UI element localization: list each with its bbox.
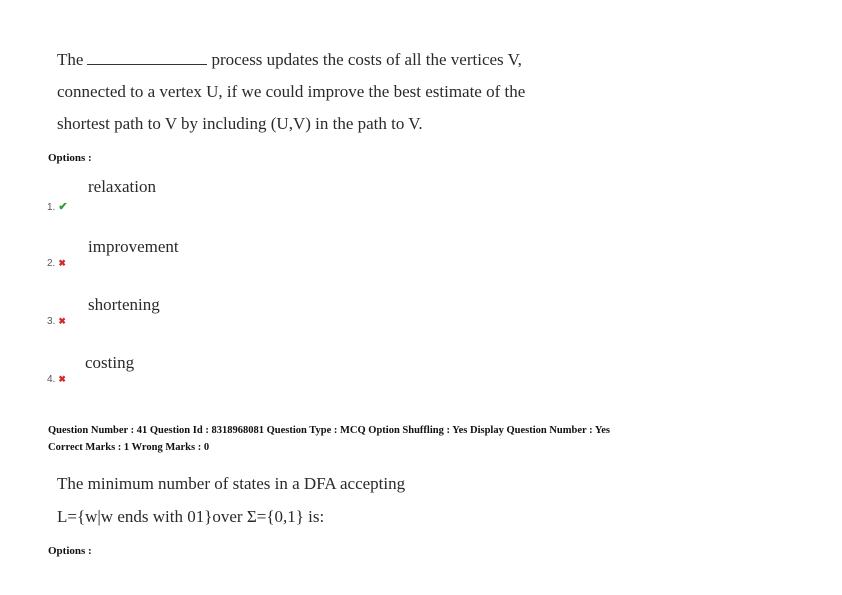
question-line-1 (57, 50, 522, 70)
cross-icon: ✖ (58, 316, 66, 326)
options-label: Options : (48, 152, 92, 164)
option-4-text: costing (85, 353, 135, 372)
cross-icon: ✖ (58, 374, 66, 384)
marks-line: Correct Marks : 1 Wrong Marks : 0 (48, 442, 210, 453)
question-meta-line: Question Number : 41 Question Id : 8318968081 Question Type : MCQ Option Shuffling : Yes Display Question Number : Yes (48, 425, 611, 436)
question-line-3: shortest path to V by including (U,V) in the path to V. (57, 114, 423, 133)
option-1-text: relaxation (88, 177, 156, 196)
question-line-1-end: process updates the costs of all the vertices V, (211, 50, 522, 69)
question-41-line-2: L={w|w ends with 01}over Σ={0,1} is: (57, 507, 325, 526)
question-line-2: connected to a vertex U, if we could improve the best estimate of the (57, 82, 526, 101)
option-3-number-row (47, 316, 66, 327)
fill-in-blank (87, 50, 207, 65)
option-2-number: 2. (47, 258, 56, 269)
cross-icon: ✖ (58, 258, 66, 268)
question-line-1-start: The (57, 50, 84, 69)
options-label-41: Options : (48, 545, 92, 557)
option-4-number-row (47, 374, 66, 385)
check-icon: ✔ (58, 201, 68, 213)
option-2-text: improvement (88, 237, 179, 256)
option-1-number: 1. (47, 202, 56, 213)
option-3-text: shortening (88, 295, 160, 314)
option-1-number-row (47, 200, 68, 213)
option-4-number: 4. (47, 374, 56, 385)
question-41-line-1: The minimum number of states in a DFA accepting (57, 474, 406, 493)
option-2-number-row (47, 258, 66, 269)
option-3-number: 3. (47, 316, 56, 327)
